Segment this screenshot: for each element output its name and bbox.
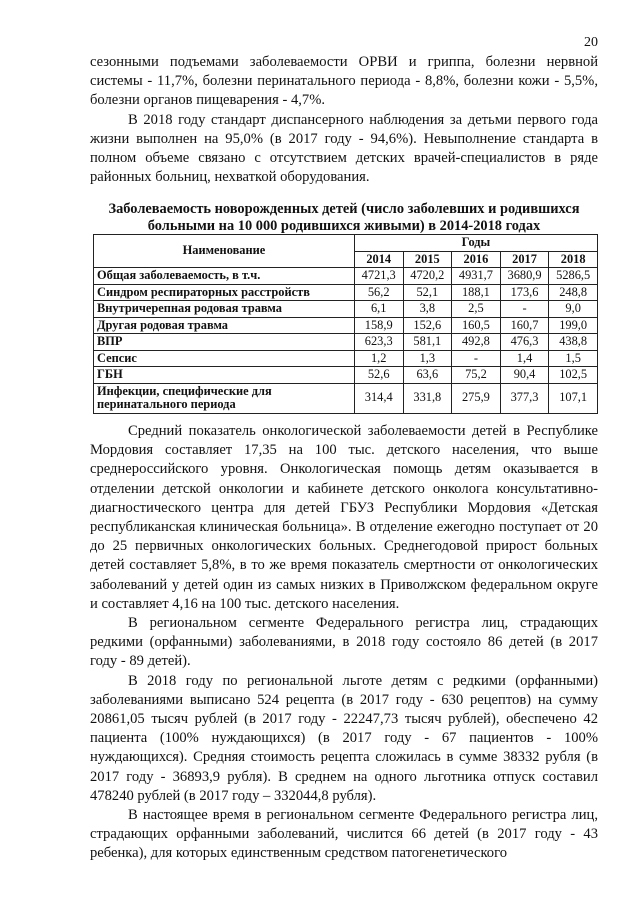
- text-block-bottom: [90, 422, 598, 864]
- row-value: 160,7: [500, 317, 549, 334]
- row-value: 90,4: [500, 367, 549, 384]
- row-name: Инфекции, специфические для перинатального периода: [94, 383, 355, 413]
- row-value: 377,3: [500, 383, 549, 413]
- year-header: 2016: [452, 251, 501, 268]
- row-value: 3,8: [403, 301, 452, 318]
- table-row: [94, 350, 598, 367]
- row-name: Синдром респираторных расстройств: [94, 284, 355, 301]
- row-value: 107,1: [549, 383, 598, 413]
- row-name: ГБН: [94, 367, 355, 384]
- row-value: 248,8: [549, 284, 598, 301]
- paragraph: В 2018 году по региональной льготе детям с редкими (орфанными) заболеваниями выписано 524 рецепта (в 2017 году - 630 рецептов) на сумму 20861,05 тысяч рублей (в 2017 году - 22247,73 тысяч рублей), обеспечено 42 пациента (100% нуждающихся) (в 2017 году - 67 пациентов - 100% нуждающихся). Средняя стоимость рецепта сложилась в сумме 38332 рубля (в 2017 году - 36893,9 рубля). В среднем на одного льготника отпуск составил 478240 рублей (в 2017 году – 332044,8 рубля).: [90, 672, 598, 804]
- row-value: 331,8: [403, 383, 452, 413]
- row-name: Сепсис: [94, 350, 355, 367]
- row-value: 314,4: [354, 383, 403, 413]
- table-row: [94, 268, 598, 285]
- row-name: Общая заболеваемость, в т.ч.: [94, 268, 355, 285]
- table-row: [94, 383, 598, 413]
- table-row: [94, 284, 598, 301]
- row-value: 2,5: [452, 301, 501, 318]
- row-value: 5286,5: [549, 268, 598, 285]
- row-name: Внутричерепная родовая травма: [94, 301, 355, 318]
- row-value: 4720,2: [403, 268, 452, 285]
- row-value: 1,4: [500, 350, 549, 367]
- row-value: 188,1: [452, 284, 501, 301]
- header-years: Годы: [354, 235, 597, 252]
- row-value: 1,5: [549, 350, 598, 367]
- row-value: 581,1: [403, 334, 452, 351]
- table-row: [94, 301, 598, 318]
- row-value: 158,9: [354, 317, 403, 334]
- row-value: 3680,9: [500, 268, 549, 285]
- row-value: 75,2: [452, 367, 501, 384]
- table-row: [94, 317, 598, 334]
- paragraph: В 2018 году стандарт диспансерного наблюдения за детьми первого года жизни выполнен на 95,0% (в 2017 году - 94,6%). Невыполнение стандарта в полном объеме связано с отсутствием детских врачей-специалистов в ряде районных больниц, нехваткой оборудования.: [90, 111, 598, 186]
- row-value: 56,2: [354, 284, 403, 301]
- year-header: 2014: [354, 251, 403, 268]
- table-row: [94, 334, 598, 351]
- row-name: Другая родовая травма: [94, 317, 355, 334]
- row-value: 1,2: [354, 350, 403, 367]
- row-value: 199,0: [549, 317, 598, 334]
- morbidity-table: [93, 234, 598, 414]
- row-value: 476,3: [500, 334, 549, 351]
- row-value: 52,6: [354, 367, 403, 384]
- row-value: 173,6: [500, 284, 549, 301]
- header-name: Наименование: [94, 235, 355, 268]
- table-title: Заболеваемость новорожденных детей (число заболевших и родившихся больными на 10 000 родившихся живыми) в 2014-2018 годах: [108, 201, 580, 234]
- row-value: 1,3: [403, 350, 452, 367]
- row-value: 6,1: [354, 301, 403, 318]
- table-row: [94, 367, 598, 384]
- paragraph: В региональном сегменте Федерального регистра лиц, страдающих редкими (орфанными) заболеваниями, в 2018 году состояло 86 детей (в 2017 году - 89 детей).: [90, 615, 598, 670]
- year-header: 2018: [549, 251, 598, 268]
- row-value: 4721,3: [354, 268, 403, 285]
- row-value: 63,6: [403, 367, 452, 384]
- row-value: 152,6: [403, 317, 452, 334]
- row-value: 52,1: [403, 284, 452, 301]
- paragraph: В настоящее время в региональном сегменте Федерального регистра лиц, страдающих орфанными заболеваний, числится 66 детей (в 2017 году - 43 ребенка), для которых единственным средством патогенетического: [90, 807, 598, 862]
- row-value: 623,3: [354, 334, 403, 351]
- paragraph: сезонными подъемами заболеваемости ОРВИ и гриппа, болезни нервной системы - 11,7%, болезни перинатального периода - 8,8%, болезни кожи - 5,5%, болезни органов пищеварения - 4,7%.: [90, 54, 598, 109]
- row-value: 160,5: [452, 317, 501, 334]
- row-value: -: [500, 301, 549, 318]
- row-value: 102,5: [549, 367, 598, 384]
- year-header: 2017: [500, 251, 549, 268]
- row-name: ВПР: [94, 334, 355, 351]
- paragraph: Средний показатель онкологической заболеваемости детей в Республике Мордовия составляет 17,35 на 100 тыс. детского населения, что выше среднероссийского уровня. Онкологическая помощь детям оказывается в отделении детской онкологии и кабинете детского онколога консультативно-диагностического центра для детей ГБУЗ Республики Мордовия «Детская республиканская клиническая больница». В отделение ежегодно поступает от 20 до 25 первичных онкологических больных. Среднегодовой прирост больных детей составляет 5,8%, в то же время показатель смертности от онкологических заболеваний у детей один из самых низких в Приволжском федеральном округе и составляет 4,16 на 100 тыс. детского населения.: [90, 423, 598, 612]
- year-header: 2015: [403, 251, 452, 268]
- row-value: 492,8: [452, 334, 501, 351]
- page-number: 20: [584, 35, 598, 50]
- row-value: 275,9: [452, 383, 501, 413]
- row-value: -: [452, 350, 501, 367]
- text-block-top: [90, 53, 598, 187]
- table-body: [94, 268, 598, 414]
- row-value: 9,0: [549, 301, 598, 318]
- row-value: 438,8: [549, 334, 598, 351]
- row-value: 4931,7: [452, 268, 501, 285]
